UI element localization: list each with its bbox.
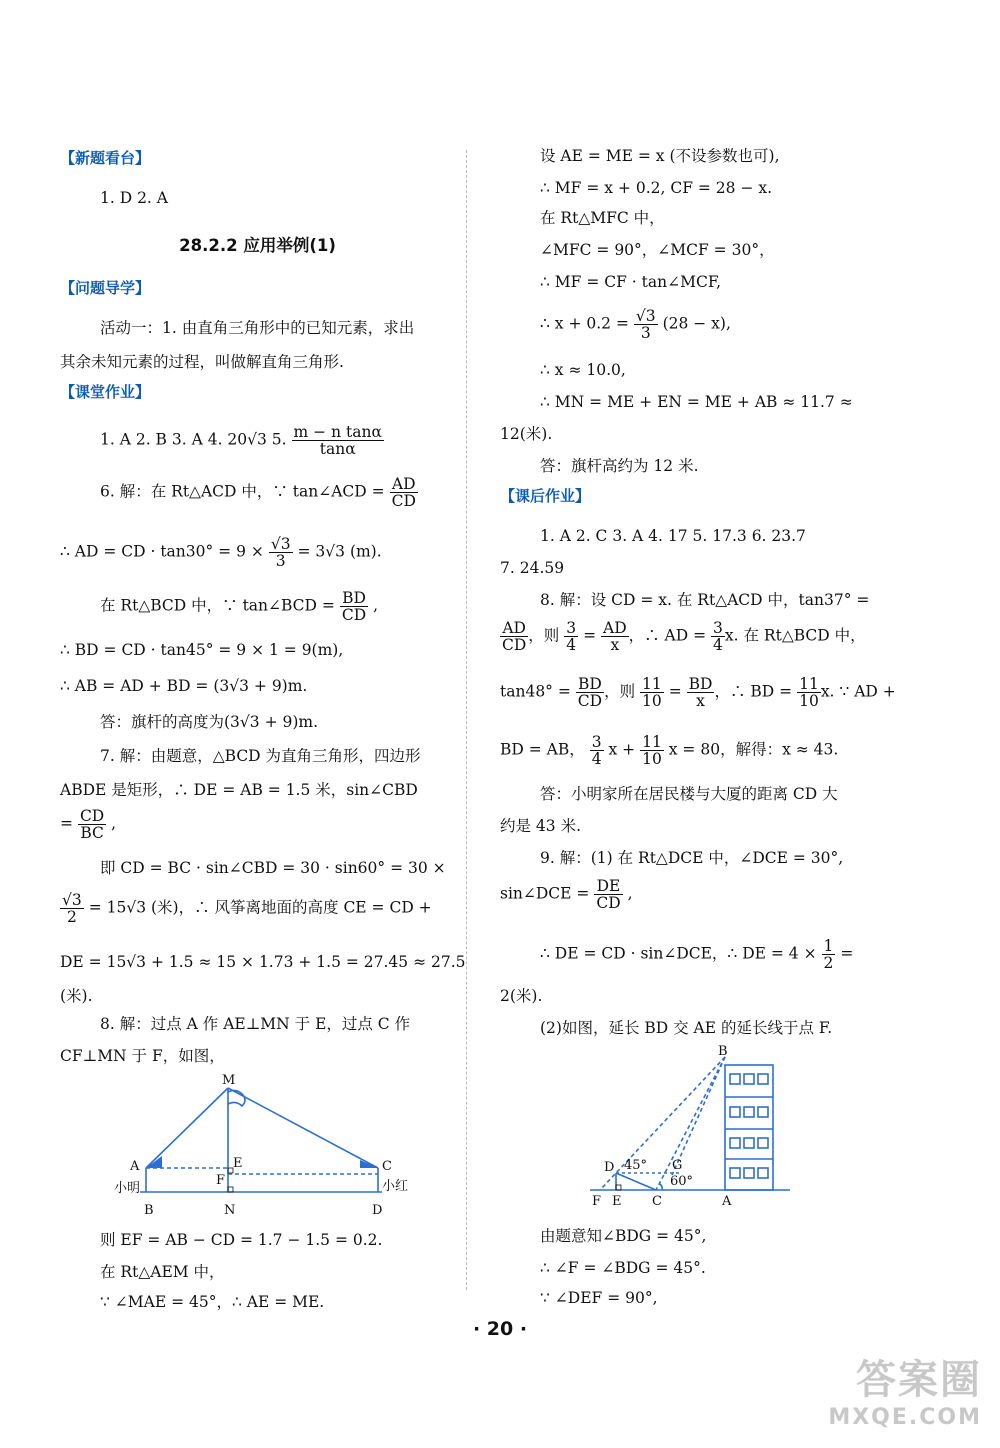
fraction: $\frac{CD}{BC}$ <box>79 807 105 842</box>
answer-line: 1. D 2. A <box>100 189 168 207</box>
page-number: · 20 · <box>472 1318 528 1340</box>
window <box>730 1168 740 1178</box>
text-line: 答：旗杆高约为 12 米. <box>540 457 699 475</box>
figure-building <box>580 1045 800 1205</box>
text-line: 答：小明家所在居民楼与大厦的距离 CD 大 <box>540 785 838 803</box>
label-E: E <box>233 1156 243 1171</box>
text-line: sin∠DCE = $\frac{DE}{CD}$ , <box>500 877 633 912</box>
fraction: $\frac{11}{10}$ <box>642 733 662 768</box>
text-line: 6. 解：在 Rt△ACD 中，∵ tan∠ACD = $\frac{AD}{CD}$ <box>100 475 416 510</box>
text-line: (米). <box>60 987 93 1005</box>
text-line: ∴ MN = ME + EN = ME + AB ≈ 11.7 ≈ <box>540 393 853 411</box>
slope-DC <box>616 1173 656 1190</box>
text-line: ∠MFC = 90°，∠MCF = 30°， <box>540 241 775 259</box>
label-G: G <box>672 1158 683 1173</box>
text-line: 活动一：1. 由直角三角形中的已知元素，求出 <box>100 319 415 337</box>
text-line: $\frac{√3}{2}$ = 15√3 (米)，∴ 风筝离地面的高度 CE = CD + <box>62 891 432 926</box>
text-line: 8. 解：过点 A 作 AE⊥MN 于 E，过点 C 作 <box>100 1015 411 1033</box>
text-line: 12(米). <box>500 425 553 443</box>
window <box>744 1107 754 1117</box>
label-B: B <box>718 1045 728 1059</box>
label-A: A <box>722 1194 732 1205</box>
set-square-right <box>360 1160 378 1168</box>
section-title: 28.2.2 应用举例(1) <box>179 236 336 255</box>
label-A: A <box>130 1159 140 1174</box>
fraction: $\frac{AD}{CD}$ <box>391 475 416 510</box>
fraction: $\frac{3}{4}$ <box>713 619 723 654</box>
line-AM <box>146 1088 228 1168</box>
window <box>758 1138 768 1148</box>
window <box>730 1074 740 1084</box>
text-line: 7. 解：由题意，△BCD 为直角三角形，四边形 <box>100 747 421 765</box>
fraction: $\frac{√3}{3}$ <box>270 535 291 570</box>
answer-line: 1. A 2. B 3. A 4. 20√3 5. $\frac{\text{m − n tanα}}{\tan\alpha}$ <box>100 423 382 458</box>
window <box>744 1074 754 1084</box>
fraction: $\frac{1}{2}$ <box>823 937 834 972</box>
label-45deg: 45° <box>624 1158 648 1173</box>
tag-new-questions: 【新题看台】 <box>60 149 151 167</box>
answer-line: 7. 24.59 <box>500 559 565 577</box>
text-line: ABDE 是矩形，∴ DE = AB = 1.5 米，sin∠CBD <box>60 781 418 799</box>
fraction: $\frac{BD}{CD}$ <box>577 675 603 710</box>
label-60deg: 60° <box>670 1174 694 1189</box>
fraction: $\frac{11}{10}$ <box>799 675 819 710</box>
text-line: ∴ AB = AD + BD = (3√3 + 9)m. <box>60 677 308 695</box>
text-line: ∴ MF = x + 0.2, CF = 28 − x. <box>540 179 773 197</box>
text-line: 9. 解：(1) 在 Rt△DCE 中，∠DCE = 30°, <box>540 849 844 867</box>
label-F: F <box>216 1173 226 1188</box>
window <box>730 1138 740 1148</box>
fraction: $\frac{√3}{2}$ <box>62 891 82 926</box>
watermark <box>828 1348 982 1430</box>
label-C: C <box>382 1159 392 1174</box>
line-BC <box>656 1057 725 1190</box>
text-line: ∵ ∠DEF = 90°, <box>540 1289 658 1307</box>
text-line: (2)如图，延长 BD 交 AE 的延长线于点 F. <box>540 1019 833 1037</box>
text-line: 答：旗杆的高度为(3√3 + 9)m. <box>100 713 319 731</box>
text-line: DE = 15√3 + 1.5 ≈ 15 × 1.73 + 1.5 = 27.45 ≈ 27.5 <box>60 953 466 971</box>
fraction: $\frac{AD}{CD}$ <box>502 619 527 654</box>
label-D: D <box>604 1160 615 1175</box>
text-line: 2(米). <box>500 987 543 1005</box>
window <box>758 1168 768 1178</box>
label-D: D <box>372 1203 383 1218</box>
text-line: CF⊥MN 于 F，如图， <box>60 1047 225 1065</box>
text-line: 设 AE = ME = x (不设参数也可), <box>540 147 780 165</box>
text-line: $\frac{AD}{CD}$ ，则 $\frac{3}{4}$ = $\frac{AD}{x}$ ，∴ AD = $\frac{3}{4}$ x. 在 Rt△BCD 中， <box>502 619 866 654</box>
fraction: $\frac{11}{10}$ <box>642 675 662 710</box>
watermark-url: MXQE.COM <box>828 1405 982 1430</box>
fraction: $\frac{DE}{CD}$ <box>596 877 621 912</box>
label-xiaoming: 小明 <box>114 1181 141 1196</box>
answer-line: 1. A 2. C 3. A 4. 17 5. 17.3 6. 23.7 <box>540 527 806 545</box>
text-line: ∴ DE = CD · sin∠DCE，∴ DE = 4 × $\frac{1}{2}$ = <box>540 937 854 972</box>
text-line: 即 CD = BC · sin∠CBD = 30 · sin60° = 30 × <box>100 859 446 877</box>
text-line: 在 Rt△BCD 中，∵ tan∠BCD = $\frac{BD}{CD}$ , <box>100 589 378 624</box>
label-N: N <box>224 1203 236 1218</box>
label-M: M <box>222 1073 236 1088</box>
text-line: 其余未知元素的过程，叫做解直角三角形. <box>60 353 344 371</box>
tag-classwork: 【课堂作业】 <box>60 383 151 401</box>
text-line: ∴ AD = CD · tan30° = 9 × $\frac{√3}{3}$ = 3√3 (m). <box>60 535 382 570</box>
text-line: ∴ BD = CD · tan45° = 9 × 1 = 9(m), <box>60 641 344 659</box>
label-B: B <box>144 1203 154 1218</box>
text-line: 在 Rt△MFC 中， <box>540 209 665 227</box>
label-F: F <box>592 1194 602 1205</box>
watermark-logo: 答案圈 <box>856 1357 982 1403</box>
text-line: 则 EF = AB − CD = 1.7 − 1.5 = 0.2. <box>100 1231 383 1249</box>
text-line: ∵ ∠MAE = 45°，∴ AE = ME. <box>100 1293 325 1311</box>
tag-guide: 【问题导学】 <box>60 279 151 297</box>
text-line: 约是 43 米. <box>500 817 582 835</box>
line-BF <box>600 1057 725 1190</box>
fraction: $\frac{BD}{x}$ <box>688 675 713 710</box>
fraction: $\frac{AD}{x}$ <box>603 619 627 654</box>
window <box>758 1107 768 1117</box>
text-line: ∴ ∠F = ∠BDG = 45°. <box>540 1259 706 1277</box>
line-MC <box>228 1088 378 1168</box>
text-line: 在 Rt△AEM 中， <box>100 1263 225 1281</box>
text-line: = $\frac{CD}{BC}$ , <box>60 807 117 842</box>
column-divider <box>466 150 467 1290</box>
fraction: $\frac{BD}{CD}$ <box>341 589 367 624</box>
figure-flagpole <box>100 1070 440 1220</box>
fraction: $\frac{3}{4}$ <box>591 733 602 768</box>
fraction: $\frac{√3}{3}$ <box>635 307 656 342</box>
text-line: tan48° = $\frac{BD}{CD}$ ，则 $\frac{11}{10}$ = $\frac{BD}{x}$ ，∴ BD = $\frac{11}{10}$ x. ∵ AD + <box>500 675 896 710</box>
text-line: BD = AB， $\frac{3}{4}$ x + $\frac{11}{10}$ x = 80，解得：x ≈ 43. <box>500 733 839 768</box>
text-line: ∴ x + 0.2 = $\frac{√3}{3}$ (28 − x), <box>540 307 731 342</box>
text-line: 由题意知∠BDG = 45°, <box>540 1227 707 1245</box>
window <box>744 1168 754 1178</box>
window <box>758 1074 768 1084</box>
text-line: ∴ MF = CF · tan∠MCF, <box>540 273 722 291</box>
text-line: ∴ x ≈ 10.0, <box>540 361 626 379</box>
fraction: $\frac{3}{4}$ <box>566 619 577 654</box>
label-E: E <box>612 1194 622 1205</box>
window <box>744 1138 754 1148</box>
angle-60-arc <box>660 1184 662 1190</box>
window <box>730 1107 740 1117</box>
label-C: C <box>652 1194 662 1205</box>
text-line: 8. 解：设 CD = x. 在 Rt△ACD 中，tan37° = <box>540 591 870 609</box>
fraction: $\frac{\text{m − n tanα}}{\tan\alpha}$ <box>293 423 382 458</box>
tag-homework: 【课后作业】 <box>500 487 591 505</box>
label-xiaohong: 小红 <box>382 1179 409 1194</box>
